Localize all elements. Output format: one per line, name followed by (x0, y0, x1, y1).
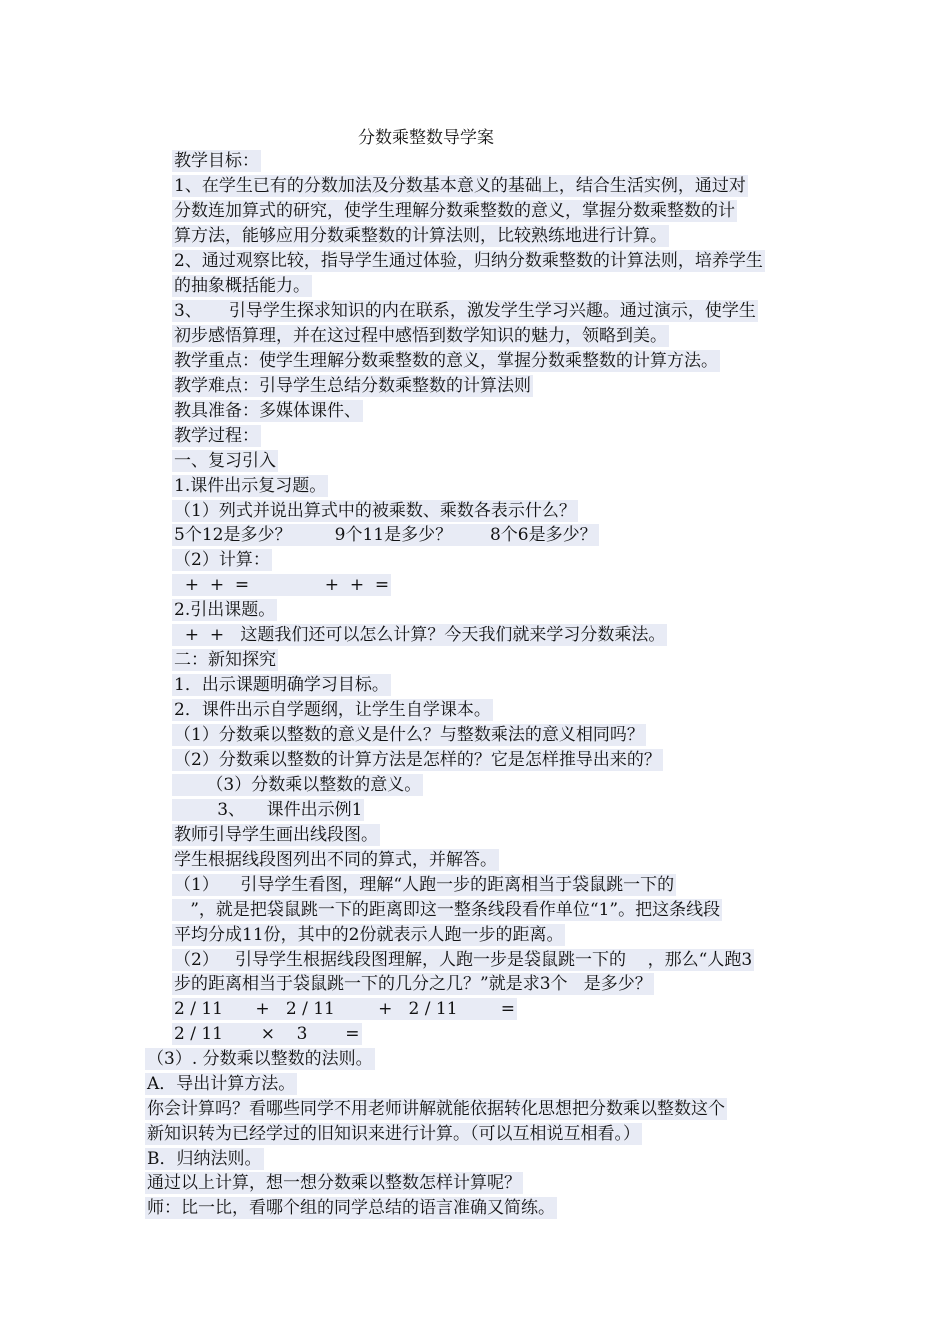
line-step-2a: （2） 引导学生根据线段图理解，人跑一步是袋鼠跳一下的 ，那么“人跑3 (174, 950, 753, 970)
line-multiplication-expr: 2 / 11 × 3 = (174, 1024, 360, 1044)
line-objective-2a: 2、通过观察比较，指导学生通过体验，归纳分数乘整数的计算法则，培养学生 (174, 251, 763, 271)
line-step-2b: 步的距离相当于袋鼠跳一下的几分之几？”就是求3个 是多少？ (174, 974, 652, 994)
line-method-b: B．归纳法则。 (147, 1149, 262, 1169)
line-process-heading: 教学过程： (174, 426, 259, 446)
line-addition-expr: 2 / 11 + 2 / 11 + 2 / 11 = (174, 999, 515, 1019)
line-objective-3b: 初步感悟算理，并在这过程中感悟到数学知识的魅力，领略到美。 (174, 326, 667, 346)
line-step-1c: 平均分成11份，其中的2份就表示人跑一步的距离。 (174, 925, 564, 945)
line-section-review: 一、复习引入 (174, 451, 276, 471)
line-example-1: 3、 课件出示例1 (174, 800, 363, 820)
line-objectives-heading: 教学目标： (174, 151, 259, 171)
line-materials: 教具准备：多媒体课件、 (174, 401, 361, 421)
line-review-q1: （1）列式并说出算式中的被乘数、乘数各表示什么？ (174, 501, 576, 521)
line-step-1b: ”，就是把袋鼠跳一下的距离即这一整条线段看作单位“1”。把这条线段 (174, 900, 721, 920)
line-new-1: 1．出示课题明确学习目标。 (174, 675, 389, 695)
line-objective-1c: 算方法，能够应用分数乘整数的计算法则，比较熟练地进行计算。 (174, 226, 667, 246)
line-objective-1a: 1、在学生已有的分数加法及分数基本意义的基础上，结合生活实例，通过对 (174, 176, 746, 196)
line-review-1: 1.课件出示复习题。 (174, 476, 327, 496)
line-objective-1b: 分数连加算式的研究，使学生理解分数乘整数的意义，掌握分数乘整数的计 (174, 201, 735, 221)
line-review-q1-items: 5个12是多少？ 9个11是多少？ 8个6是多少？ (174, 525, 597, 545)
line-objective-2b: 的抽象概括能力。 (174, 276, 310, 296)
line-method-a: A．导出计算方法。 (147, 1074, 296, 1094)
line-review-2-text: + + 这题我们还可以怎么计算？今天我们就来学习分数乘法。 (174, 625, 666, 645)
line-method-b-text: 通过以上计算，想一想分数乘以整数怎样计算呢？ (147, 1173, 521, 1193)
line-key-point: 教学重点：使学生理解分数乘整数的意义，掌握分数乘整数的计算方法。 (174, 351, 718, 371)
line-new-q2: （2）分数乘以整数的计算方法是怎样的？它是怎样推导出来的？ (174, 750, 661, 770)
line-teacher-compare: 师：比一比，看哪个组的同学总结的语言准确又简练。 (147, 1198, 555, 1218)
document-title: 分数乘整数导学案 (358, 128, 494, 148)
line-new-q1: （1）分数乘以整数的意义是什么？与整数乘法的意义相同吗？ (174, 725, 644, 745)
line-step-1a: （1） 引导学生看图，理解“人跑一步的距离相当于袋鼠跳一下的 (174, 875, 675, 895)
line-teacher-guide: 教师引导学生画出线段图。 (174, 825, 378, 845)
line-review-2: 2.引出课题。 (174, 600, 276, 620)
line-section-new: 二：新知探究 (174, 650, 276, 670)
line-review-q2-expr: + + = + + = (174, 575, 390, 595)
line-objective-3a: 3、 引导学生探求知识的内在联系，激发学生学习兴趣。通过演示，使学生 (174, 301, 756, 321)
line-rule-heading: （3）. 分数乘以整数的法则。 (147, 1049, 373, 1069)
line-difficulty: 教学难点：引导学生总结分数乘整数的计算法则 (174, 376, 531, 396)
line-review-q2: （2）计算： (174, 550, 270, 570)
line-new-2: 2．课件出示自学题纲，让学生自学课本。 (174, 700, 491, 720)
line-new-q3: （3）分数乘以整数的意义。 (174, 775, 422, 795)
line-method-a-text2: 新知识转为已经学过的旧知识来进行计算。（可以互相说互相看。） (147, 1124, 640, 1144)
line-method-a-text1: 你会计算吗？看哪些同学不用老师讲解就能依据转化思想把分数乘以整数这个 (147, 1099, 725, 1119)
line-student-formula: 学生根据线段图列出不同的算式，并解答。 (174, 850, 497, 870)
